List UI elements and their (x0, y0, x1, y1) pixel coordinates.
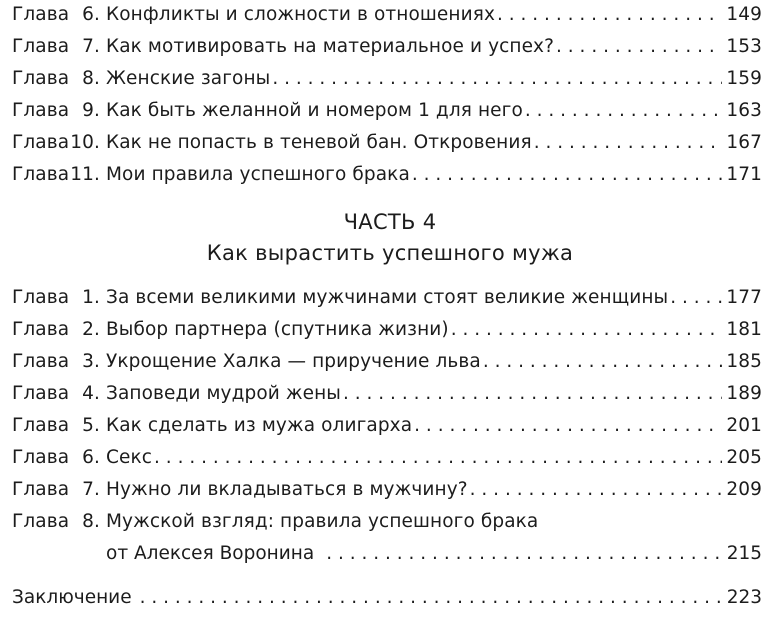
dot-leader (670, 287, 722, 308)
dot-leader (272, 68, 722, 89)
page-number: 171 (726, 164, 762, 185)
dot-leader (470, 479, 723, 500)
chapter-number: 6. (82, 447, 100, 468)
chapter-number: 2. (82, 319, 100, 340)
chapter-title: За всеми великими мужчинами стоят великие женщины (106, 287, 669, 308)
page-number: 149 (726, 4, 762, 25)
conclusion-title: Заключение (12, 587, 132, 608)
chapter-title: Укрощение Халка — приручение льва (106, 351, 481, 372)
chapter-label: Глава (12, 132, 70, 153)
toc-entry[interactable] (12, 36, 762, 66)
page-number: 159 (726, 68, 762, 89)
toc-entry[interactable] (12, 132, 762, 162)
chapter-label: Глава (12, 479, 70, 500)
chapter-title: Конфликты и сложности в отношениях (106, 4, 496, 25)
chapter-number: 9. (82, 100, 100, 121)
page-number: 215 (726, 543, 762, 564)
page-number: 189 (726, 383, 762, 404)
chapter-title: Женские загоны (106, 68, 271, 89)
chapter-number: 6. (82, 4, 100, 25)
chapter-title: Как мотивировать на материальное и успех? (106, 36, 555, 57)
chapter-title-line2: от Алексея Воронина (106, 543, 315, 564)
toc-entry-conclusion[interactable] (12, 587, 762, 617)
chapter-label: Глава (12, 319, 70, 340)
toc-entry[interactable] (12, 100, 762, 130)
chapter-number: 10. (70, 132, 100, 153)
chapter-label: Глава (12, 100, 70, 121)
chapter-number: 5. (82, 415, 100, 436)
chapter-title: Секс (106, 447, 153, 468)
chapter-label: Глава (12, 36, 70, 57)
chapter-label: Глава (12, 511, 70, 532)
toc-entry[interactable] (12, 287, 762, 317)
dot-leader (483, 351, 723, 372)
chapter-title: Выбор партнера (спутника жизни) (106, 319, 449, 340)
dot-leader (556, 36, 722, 57)
page-number: 177 (726, 287, 762, 308)
chapter-label: Глава (12, 447, 70, 468)
chapter-label: Глава (12, 383, 70, 404)
dot-leader (140, 587, 723, 608)
chapter-label: Глава (12, 164, 70, 185)
chapter-number: 1. (82, 287, 100, 308)
chapter-title: Заповеди мудрой жены (106, 383, 342, 404)
dot-leader (154, 447, 722, 468)
part-heading: ЧАСТЬ 4 (343, 210, 437, 234)
dot-leader (451, 319, 723, 340)
chapter-number: 8. (82, 68, 100, 89)
toc-entry[interactable] (12, 351, 762, 381)
toc-entry[interactable] (12, 479, 762, 509)
part-subtitle: Как вырастить успешного мужа (206, 241, 574, 265)
toc-entry[interactable] (12, 447, 762, 477)
chapter-number: 4. (82, 383, 100, 404)
chapter-label: Глава (12, 68, 70, 89)
dot-leader (326, 543, 722, 564)
page-number: 181 (726, 319, 762, 340)
toc-entry[interactable] (12, 68, 762, 98)
toc-entry[interactable] (12, 415, 762, 445)
dot-leader (343, 383, 722, 404)
page-number: 209 (726, 479, 762, 500)
page-number: 163 (726, 100, 762, 121)
chapter-label: Глава (12, 351, 70, 372)
dot-leader (412, 164, 722, 185)
toc-entry[interactable] (12, 319, 762, 349)
chapter-number: 7. (82, 36, 100, 57)
toc-entry[interactable] (12, 383, 762, 413)
chapter-number: 8. (82, 511, 100, 532)
chapter-title: Как сделать из мужа олигарха (106, 415, 413, 436)
dot-leader (497, 4, 722, 25)
page-number: 167 (726, 132, 762, 153)
toc-entry-multiline[interactable] (12, 511, 762, 541)
chapter-label: Глава (12, 4, 70, 25)
chapter-number: 7. (82, 479, 100, 500)
chapter-title: Как быть желанной и номером 1 для него (106, 100, 523, 121)
chapter-title: Как не попасть в теневой бан. Откровения (106, 132, 532, 153)
dot-leader (414, 415, 722, 436)
chapter-title: Нужно ли вкладываться в мужчину? (106, 479, 468, 500)
chapter-label: Глава (12, 287, 70, 308)
chapter-label: Глава (12, 415, 70, 436)
page-number: 153 (726, 36, 762, 57)
chapter-title-line1: Мужской взгляд: правила успешного брака (106, 511, 539, 532)
toc-entry[interactable] (12, 4, 762, 34)
toc-entry[interactable] (12, 164, 762, 194)
page-number: 223 (726, 587, 762, 608)
chapter-title: Мои правила успешного брака (106, 164, 410, 185)
page-number: 185 (726, 351, 762, 372)
toc-entry-continuation[interactable] (12, 543, 762, 573)
page-number: 201 (726, 415, 762, 436)
dot-leader (534, 132, 723, 153)
dot-leader (525, 100, 723, 121)
chapter-number: 11. (70, 164, 100, 185)
chapter-number: 3. (82, 351, 100, 372)
page-number: 205 (726, 447, 762, 468)
